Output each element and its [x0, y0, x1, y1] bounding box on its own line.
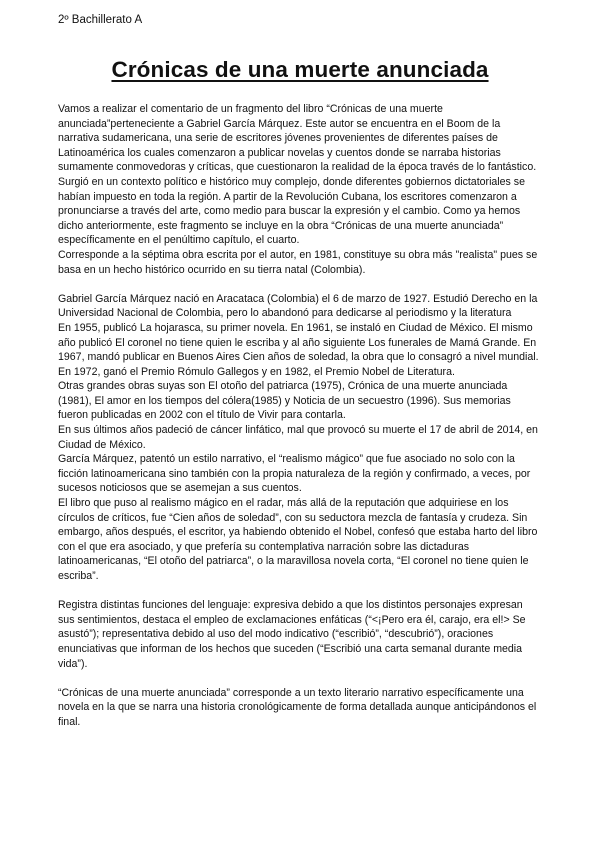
- course-label: 2º Bachillerato A: [58, 14, 143, 26]
- bio-paragraph-6: El libro que puso al realismo mágico en el radar, más allá de la reputación que adquiriese en los círculos de críticos, fue “Cien años de soledad”, con su seductora mezcla de fantasía y crudeza. Sin embargo, años después, el escritor, ya habiendo obtenido el Nobel, confesó que estaba harto del libro con el que era asociado, y que prefería su contemplativa narración sobre las dictaduras latinoamericanas, “El otoño del patriarca”, o la maravillosa novela corta, “El coronel no tiene quien le escriba”.: [58, 497, 538, 582]
- bio-paragraph-5: García Márquez, patentó un estilo narrativo, el “realismo mágico” que fue asociado no solo con la ficción latinoamericana sino también con la propia naturaleza de la región y confirmado, a veces, por sucesos noticiosos que se asemejan a sus cuentos.: [58, 453, 531, 495]
- paragraph-gap: [58, 671, 542, 686]
- paragraph-gap: [58, 584, 542, 599]
- intro-paragraph: Vamos a realizar el comentario de un fragmento del libro “Crónicas de una muerte anunciada”perteneciente a Gabriel García Márquez. Este autor se encuentra en el Boom de la narrativa sudamericana, una serie de escritores jóvenes provenientes de diferentes países de Latinoamérica los cuales comenzaron a publicar novelas y cuentos donde se narraba historias sumamente conmovedoras y críticas, que cuestionaron la realidad de la época través de lo fantástico. Surgió en un contexto político e histórico muy complejo, donde diferentes gobiernos dictatoriales se habían impuesto en toda la región. A partir de la Revolución Cubana, los escritores comenzaron a pronunciarse a través del arte, como medio para buscar la expresión y el cambio. Como ya hemos dicho anteriormente, este fragmento se incluye en la obra “Crónicas de una muerte anunciada” específicamente en el penúltimo capítulo, el cuarto.: [58, 103, 537, 247]
- bio-paragraph-4: En sus últimos años padeció de cáncer linfático, mal que provocó su muerte el 17 de abril de 2014, en Ciudad de México.: [58, 424, 538, 451]
- document-body: [58, 102, 542, 730]
- intro-paragraph-2: Corresponde a la séptima obra escrita por el autor, en 1981, constituye su obra más "realista" pues se basa en un hecho histórico ocurrido en su tierra natal (Colombia).: [58, 248, 538, 276]
- language-functions-paragraph: Registra distintas funciones del lenguaje: expresiva debido a que los distintos personajes expresan sus sentimientos, destaca el empleo de exclamaciones enfáticas (“<¡Pero era él, carajo, era el!> Se asustó”); representativa debido al uso del modo indicativo (“escribió”, “descubrió”), oraciones enunciativas que informan de los hechos que suceden (“Escribió una carta semanal durante media vida”).: [58, 599, 526, 670]
- paragraph-gap: [58, 277, 542, 292]
- bio-paragraph-3: Otras grandes obras suyas son El otoño del patriarca (1975), Crónica de una muerte anunciada (1981), El amor en los tiempos del cólera(1985) y Noticia de un secuestro (1996). Sus memorias fueron publicadas en 2002 con el título de Vivir para contarla.: [58, 380, 511, 422]
- page-title: Crónicas de una muerte anunciada: [111, 57, 489, 82]
- bio-paragraph-1: Gabriel García Márquez nació en Aracataca (Colombia) el 6 de marzo de 1927. Estudió Derecho en la Universidad Nacional de Colombia, pero lo abandonó para dedicarse al periodismo y la literatura: [58, 292, 538, 320]
- genre-paragraph: “Crónicas de una muerte anunciada” corresponde a un texto literario narrativo específicamente una novela en la que se narra una historia cronológicamente de forma detallada aunque anticipándonos el final.: [58, 686, 537, 728]
- bio-paragraph-2: En 1955, publicó La hojarasca, su primer novela. En 1961, se instaló en Ciudad de México. El mismo año publicó El coronel no tiene quien le escriba y al año siguiente Los funerales de Mamá Grande. En 1967, mandó publicar en Buenos Aires Cien años de soledad, la obra que lo consagró a nivel mundial. En 1972, ganó el Premio Rómulo Gallegos y en 1982, el Premio Nobel de Literatura.: [58, 321, 539, 378]
